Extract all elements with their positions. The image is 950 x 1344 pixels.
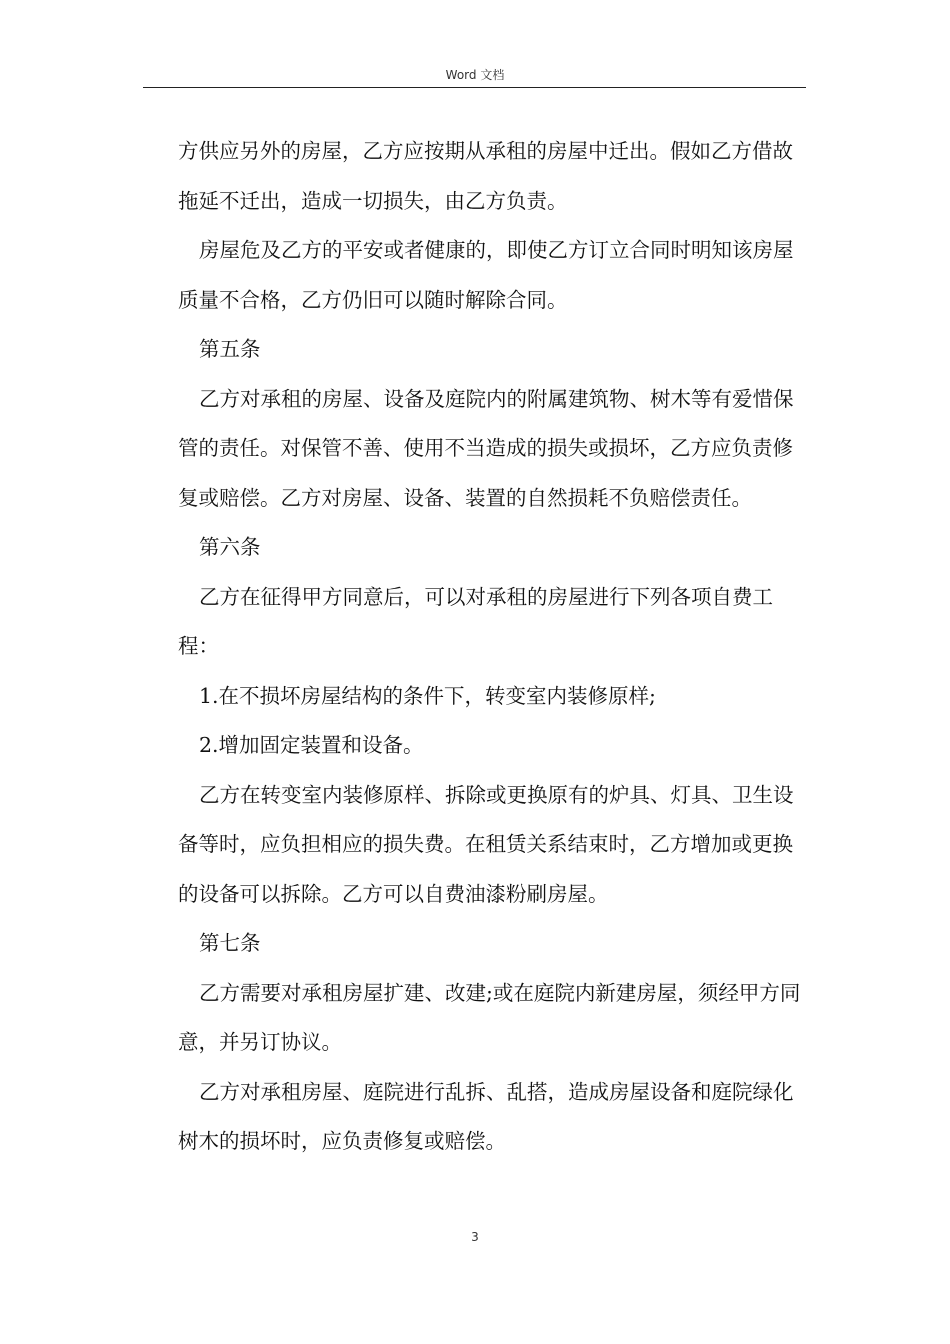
document-body — [178, 127, 808, 1167]
page-header: Word 文档 — [445, 68, 505, 82]
paragraph: 乙方在转变室内装修原样、拆除或更换原有的炉具、灯具、卫生设备等时，应负担相应的损失费。在租赁关系结束时，乙方增加或更换的设备可以拆除。乙方可以自费油漆粉刷房屋。 — [178, 782, 794, 906]
paragraph: 乙方对承租的房屋、设备及庭院内的附属建筑物、树木等有爱惜保管的责任。对保管不善、使用不当造成的损失或损坏，乙方应负责修复或赔偿。乙方对房屋、设备、装置的自然损耗不负赔偿责任。 — [178, 386, 794, 510]
header-divider — [143, 87, 806, 88]
article-heading-6: 第六条 — [199, 535, 261, 559]
paragraph: 房屋危及乙方的平安或者健康的，即使乙方订立合同时明知该房屋质量不合格，乙方仍旧可以随时解除合同。 — [178, 238, 794, 312]
list-item-2: 2.增加固定装置和设备。 — [199, 733, 424, 757]
paragraph: 乙方需要对承租房屋扩建、改建;或在庭院内新建房屋，须经甲方同意，并另订协议。 — [178, 980, 801, 1054]
article-heading-5: 第五条 — [199, 337, 261, 361]
page-number: 3 — [471, 1230, 479, 1244]
article-heading-7: 第七条 — [199, 931, 261, 955]
paragraph: 乙方在征得甲方同意后，可以对承租的房屋进行下列各项自费工程： — [178, 584, 773, 658]
list-item-1: 1.在不损坏房屋结构的条件下，转变室内装修原样; — [199, 683, 656, 708]
paragraph: 乙方对承租房屋、庭院进行乱拆、乱搭，造成房屋设备和庭院绿化树木的损坏时，应负责修复或赔偿。 — [178, 1079, 794, 1153]
paragraph-continued: 方供应另外的房屋，乙方应按期从承租的房屋中迁出。假如乙方借故拖延不迁出，造成一切损失，由乙方负责。 — [178, 139, 793, 213]
